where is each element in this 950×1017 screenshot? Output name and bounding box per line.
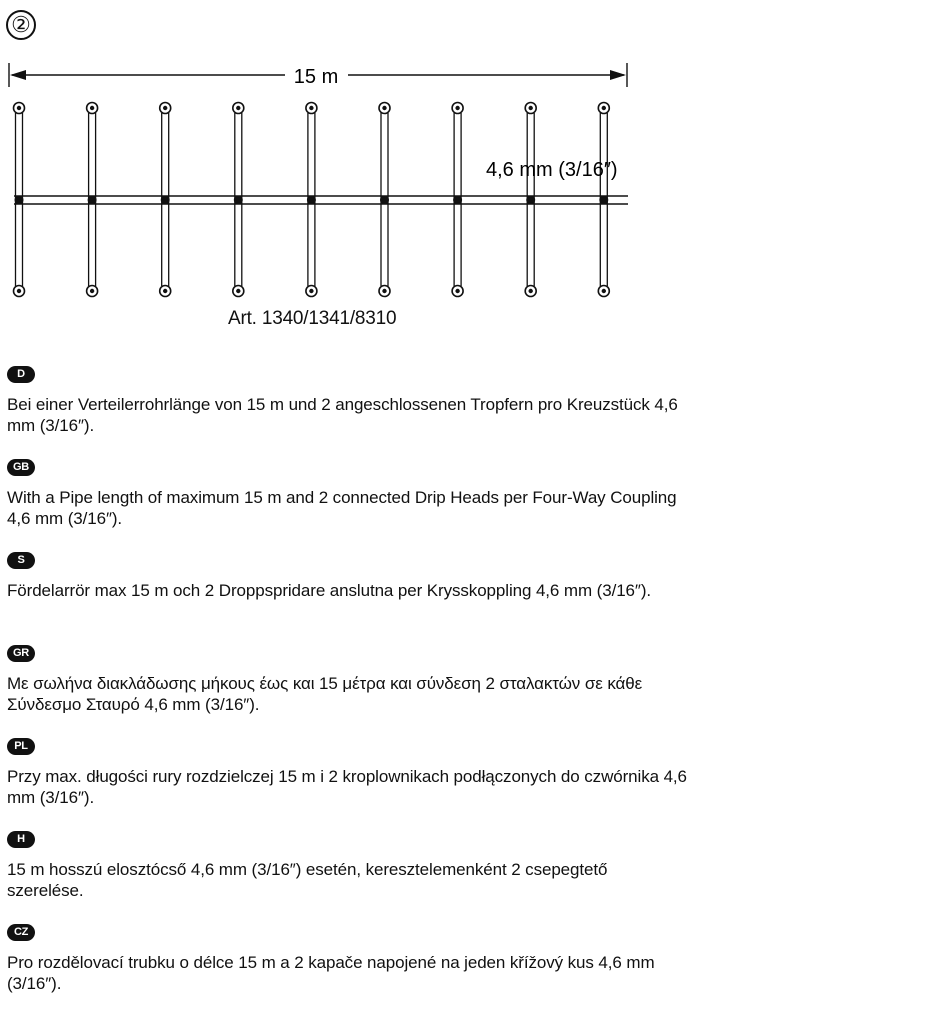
language-section [7, 924, 907, 1017]
cross-coupling [234, 196, 243, 205]
language-badge: H [7, 831, 35, 848]
branch-tube [160, 103, 171, 297]
cross-coupling [599, 196, 608, 205]
language-badge: GR [7, 645, 35, 662]
branch-tube [379, 103, 390, 297]
language-section [7, 645, 907, 738]
article-label: Art. 1340/1341/8310 [228, 308, 397, 329]
length-label: 15 m [293, 66, 339, 88]
language-badge: GB [7, 459, 35, 476]
instruction-text: Με σωλήνα διακλάδωσης μήκους έως και 15 μέτρα και σύνδεση 2 σταλακτών σε κάθε Σύνδεσμο Σταυρό 4,6 mm (3/16″). [7, 674, 643, 714]
cross-coupling [15, 196, 24, 205]
instruction-text: With a Pipe length of maximum 15 m and 2 connected Drip Heads per Four-Way Coupling 4,6 mm (3/16″). [7, 488, 677, 528]
language-badge: S [7, 552, 35, 569]
drip-layout-diagram [0, 55, 650, 305]
step-number: ② [6, 10, 36, 40]
branch-tube [14, 103, 25, 297]
instruction-text: Bei einer Verteilerrohrlänge von 15 m und 2 angeschlossenen Tropfern pro Kreuzstück 4,6 mm (3/16″). [7, 395, 678, 435]
branch-tube [598, 103, 609, 297]
tube-label: 4,6 mm (3/16″) [486, 159, 618, 181]
instruction-text: Pro rozdělovací trubku o délce 15 m a 2 kapače napojené na jeden křížový kus 4,6 mm (3/16″). [7, 953, 655, 993]
cross-coupling [161, 196, 170, 205]
branch-tube [233, 103, 244, 297]
language-section [7, 831, 907, 924]
cross-coupling [380, 196, 389, 205]
branch-tube [87, 103, 98, 297]
language-section [7, 738, 907, 831]
cross-coupling [307, 196, 316, 205]
cross-coupling [453, 196, 462, 205]
branch-tube [525, 103, 536, 297]
language-badge: CZ [7, 924, 35, 941]
instruction-text: 15 m hosszú elosztócső 4,6 mm (3/16″) esetén, keresztelemenként 2 csepegtető szerelése. [7, 860, 608, 900]
branch-tube [306, 103, 317, 297]
branch-tubes [14, 103, 610, 297]
language-section [7, 552, 907, 645]
instruction-sections [7, 366, 907, 1017]
cross-coupling [88, 196, 97, 205]
branch-tube [452, 103, 463, 297]
instruction-text: Fördelarrör max 15 m och 2 Droppspridare anslutna per Krysskoppling 4,6 mm (3/16″). [7, 581, 652, 600]
language-section [7, 459, 907, 552]
instruction-text: Przy max. długości rury rozdzielczej 15 m i 2 kroplownikach podłączonych do czwórnika 4,6 mm (3/16″). [7, 767, 687, 807]
language-badge: D [7, 366, 35, 383]
distribution-pipe [14, 196, 628, 204]
cross-coupling [526, 196, 535, 205]
language-section [7, 366, 907, 459]
language-badge: PL [7, 738, 35, 755]
